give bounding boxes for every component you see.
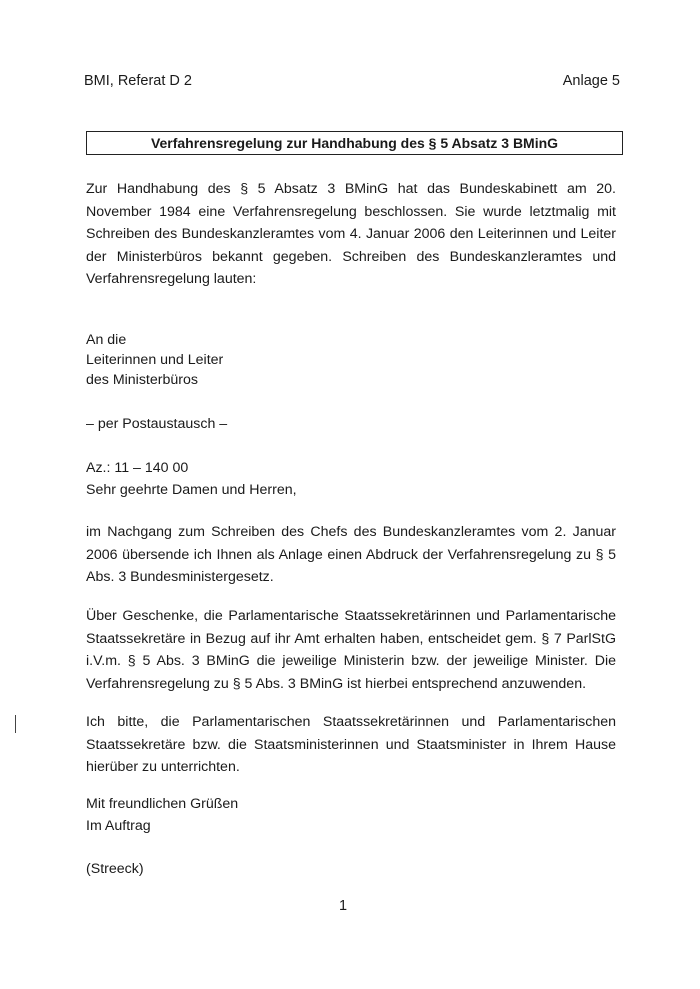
delivery-note: – per Postaustausch – bbox=[86, 416, 228, 432]
page-number: 1 bbox=[338, 898, 348, 914]
margin-mark bbox=[15, 715, 16, 733]
address-line-1: An die bbox=[86, 332, 127, 348]
header-attachment-label: Anlage 5 bbox=[562, 73, 620, 89]
body-paragraph-1: im Nachgang zum Schreiben des Chefs des Bundeskanzleramtes vom 2. Januar 2006 übersende ich Ihnen als Anlage einen Abdruck der Verfahrensregelung zu § 5 Abs. 3 Bundesministergesetz. bbox=[86, 524, 616, 585]
body-paragraph-3: Ich bitte, die Parlamentarischen Staatssekretärinnen und Parlamentarischen Staatssekretäre bzw. die Staatsministerinnen und Staatsminister in Ihrem Hause hierüber zu unterrichten. bbox=[86, 714, 616, 775]
document-title: Verfahrensregelung zur Handhabung des § 5 Absatz 3 BMinG bbox=[86, 131, 623, 155]
address-line-3: des Ministerbüros bbox=[86, 372, 198, 388]
intro-paragraph: Zur Handhabung des § 5 Absatz 3 BMinG hat das Bundeskabinett am 20. November 1984 eine Verfahrensregelung beschlossen. Sie wurde letztmalig mit Schreiben des Bundeskanzleramtes vom 4. Januar 2006 den Leiterinnen und Leiter der Ministerbüros bekannt gegeben. Schreiben des Bundeskanzleramtes und Verfahrensregelung lauten: bbox=[86, 181, 616, 287]
closing-greeting: Mit freundlichen Grüßen bbox=[86, 796, 239, 812]
salutation: Sehr geehrte Damen und Herren, bbox=[86, 482, 297, 498]
closing-order: Im Auftrag bbox=[86, 818, 151, 834]
header-department: BMI, Referat D 2 bbox=[84, 73, 192, 89]
address-line-2: Leiterinnen und Leiter bbox=[86, 352, 224, 368]
reference-number: Az.: 11 – 140 00 bbox=[86, 460, 189, 476]
signature: (Streeck) bbox=[86, 861, 144, 877]
body-paragraph-2: Über Geschenke, die Parlamentarische Staatssekretärinnen und Parlamentarische Staatssekretäre in Bezug auf ihr Amt erhalten haben, entscheidet gem. § 7 ParlStG i.V.m. § 5 Abs. 3 BMinG die jeweilige Ministerin bzw. der jeweilige Minister. Die Verfahrensregelung zu § 5 Abs. 3 BMinG ist hierbei entsprechend anzuwenden. bbox=[86, 608, 616, 692]
